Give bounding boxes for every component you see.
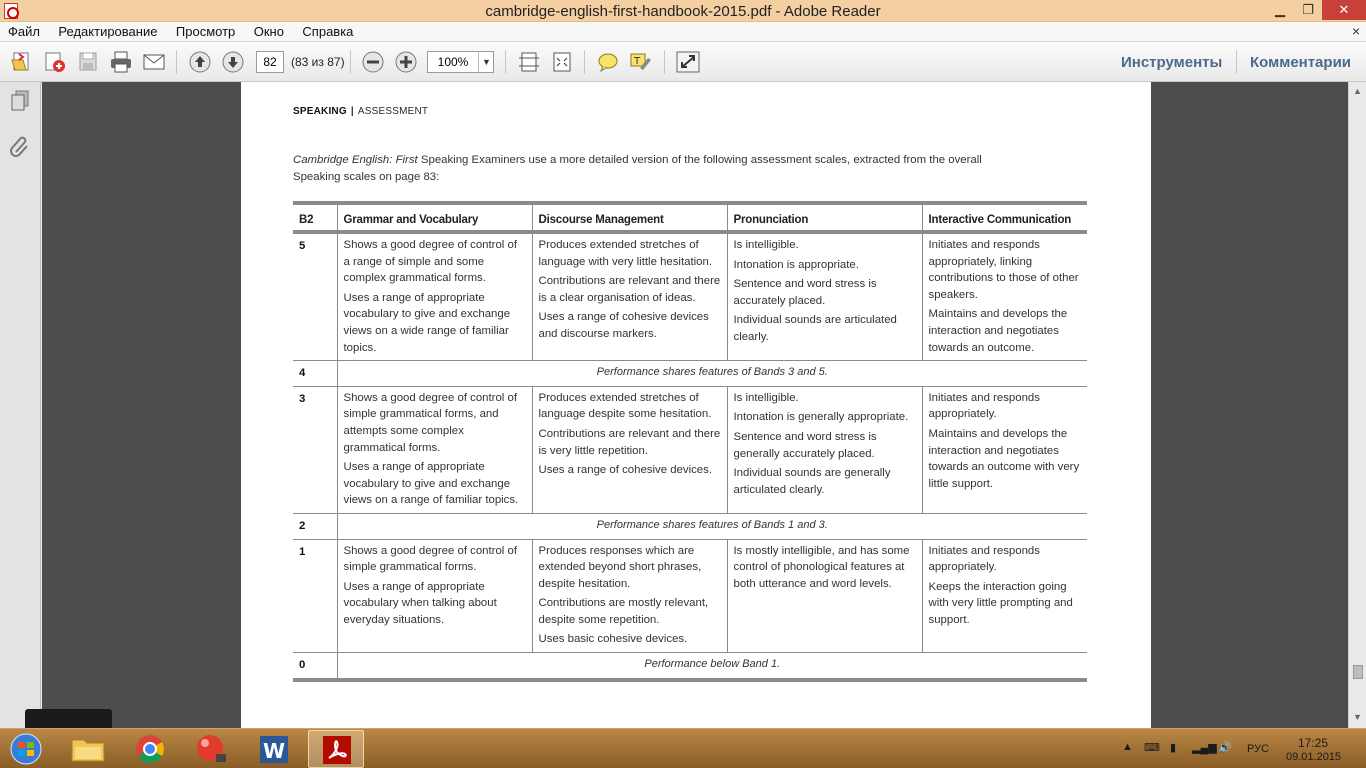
- descriptor: Produces responses which are extended beyond short phrases, despite hesitation.: [538, 544, 702, 590]
- title-bar: [0, 0, 1366, 22]
- create-pdf-button[interactable]: [42, 50, 68, 74]
- plus-icon: [393, 50, 419, 74]
- toolbar: [0, 42, 1366, 82]
- descriptor: Contributions are mostly relevant, despite some repetition.: [538, 597, 709, 626]
- print-button[interactable]: [108, 50, 134, 74]
- band-number: 0: [293, 653, 337, 680]
- print-icon: [108, 50, 134, 74]
- shared-features-note: Performance below Band 1.: [337, 653, 1087, 680]
- comments-panel-button[interactable]: Комментарии: [1250, 54, 1352, 71]
- descriptor: Individual sounds are generally articulated clearly.: [733, 467, 891, 496]
- document-viewport[interactable]: [42, 82, 1348, 728]
- highlighter-icon: [628, 50, 654, 74]
- shared-features-note: Performance shares features of Bands 3 and 5.: [337, 361, 1087, 387]
- zoom-out-button[interactable]: [360, 50, 386, 74]
- grammar-vocab-cell: [337, 232, 532, 361]
- keyboard-icon[interactable]: ⌨: [1144, 742, 1160, 754]
- assessment-table: [293, 201, 1087, 682]
- svg-text:T: T: [634, 56, 641, 67]
- acrobat-icon: [309, 731, 365, 768]
- sticky-note-button[interactable]: [595, 50, 621, 74]
- page-number-input[interactable]: 82: [256, 51, 284, 73]
- column-header: Pronunciation: [727, 203, 922, 232]
- clock-date[interactable]: 09.01.2015: [1286, 751, 1342, 763]
- band-number: 4: [293, 361, 337, 387]
- descriptor: Intonation is appropriate.: [733, 258, 859, 271]
- grammar-vocab-cell: [337, 539, 532, 653]
- menu-file[interactable]: Файл: [8, 24, 40, 39]
- column-header: Discourse Management: [532, 203, 727, 232]
- fit-page-icon: [516, 50, 542, 74]
- pdf-page: [241, 82, 1151, 728]
- start-button[interactable]: [6, 732, 46, 766]
- descriptor: Is intelligible.: [733, 391, 799, 404]
- descriptor: Maintains and develops the interaction and negotiates towards an outcome with very little support.: [928, 427, 1080, 490]
- descriptor: Sentence and word stress is generally accurately placed.: [733, 430, 877, 460]
- zoom-in-button[interactable]: [393, 50, 419, 74]
- table-row: [293, 386, 1087, 513]
- attachments-button[interactable]: [7, 132, 33, 158]
- band-number: 1: [293, 539, 337, 653]
- toolbar-separator: [350, 50, 351, 74]
- fit-page-button[interactable]: [516, 50, 542, 74]
- red-ball-icon: [184, 730, 240, 768]
- menu-view[interactable]: Просмотр: [175, 24, 236, 39]
- window-title: cambridge-english-first-handbook-2015.pdf - Adobe Reader: [485, 3, 881, 20]
- pronunciation-cell: [727, 539, 922, 653]
- word-icon: [246, 730, 302, 768]
- arrow-up-icon: [187, 50, 213, 74]
- descriptor: Keeps the interaction going with very little prompting and support.: [928, 580, 1073, 626]
- descriptor: Uses a range of appropriate vocabulary to give and exchange views on a wide range of familiar topics.: [343, 291, 511, 354]
- descriptor: Shows a good degree of control of simple grammatical forms, and attempts some complex grammatical forms.: [343, 391, 518, 454]
- intro-line2: Speaking scales on page 83:: [293, 171, 440, 183]
- taskbar-adobe-reader[interactable]: [308, 730, 364, 768]
- clock-time[interactable]: 17:25: [1298, 736, 1329, 750]
- create-pdf-icon: [42, 50, 68, 74]
- input-language[interactable]: РУС: [1247, 743, 1270, 755]
- band-number: 5: [293, 232, 337, 361]
- descriptor: Uses basic cohesive devices.: [538, 633, 688, 646]
- discourse-cell: [532, 232, 727, 361]
- descriptor: Uses a range of appropriate vocabulary when talking about everyday situations.: [343, 580, 497, 626]
- taskbar-preview-tab: [25, 709, 112, 728]
- table-row: [293, 513, 1087, 539]
- toolbar-separator: [1236, 50, 1237, 74]
- descriptor: Produces extended stretches of language despite some hesitation.: [538, 391, 712, 421]
- band-number: 3: [293, 386, 337, 513]
- grammar-vocab-cell: [337, 386, 532, 513]
- intro-paragraph: [293, 152, 1053, 186]
- toolbar-separator: [664, 50, 665, 74]
- taskbar-chrome[interactable]: [122, 730, 178, 768]
- fit-width-button[interactable]: [549, 50, 575, 74]
- page-header: [293, 106, 428, 117]
- vertical-scrollbar[interactable]: [1348, 82, 1366, 728]
- section-name: SPEAKING: [293, 106, 347, 117]
- comment-bubble-icon: [595, 50, 621, 74]
- descriptor: Initiates and responds appropriately.: [928, 391, 1040, 421]
- network-signal-icon[interactable]: ▂▄▆: [1192, 742, 1217, 754]
- interactive-cell: [922, 539, 1087, 653]
- volume-icon[interactable]: 🔊: [1218, 742, 1232, 754]
- folder-icon: [60, 730, 116, 768]
- descriptor: Maintains and develops the interaction and negotiates towards an outcome.: [928, 308, 1068, 354]
- taskbar-explorer[interactable]: [60, 730, 116, 768]
- descriptor: Individual sounds are articulated clearly.: [733, 314, 897, 343]
- shared-features-note: Performance shares features of Bands 1 and 3.: [337, 513, 1087, 539]
- close-document-button[interactable]: ×: [1352, 23, 1361, 39]
- column-header: B2: [293, 203, 337, 232]
- pronunciation-cell: [727, 232, 922, 361]
- descriptor: Initiates and responds appropriately, linking contributions to those of other speakers.: [928, 239, 1079, 301]
- table-row: [293, 653, 1087, 680]
- open-file-button[interactable]: [9, 50, 35, 74]
- menu-window[interactable]: Окно: [253, 24, 284, 39]
- menu-bar: [0, 22, 1366, 42]
- close-button[interactable]: ✕: [1322, 0, 1366, 20]
- email-button[interactable]: [141, 50, 167, 74]
- page-count: (83 из 87): [291, 55, 345, 69]
- full-screen-button[interactable]: [675, 50, 701, 74]
- discourse-cell: [532, 539, 727, 653]
- minimize-button[interactable]: ▁: [1275, 2, 1285, 17]
- previous-page-button[interactable]: [187, 50, 213, 74]
- highlight-button[interactable]: [628, 50, 654, 74]
- descriptor: Shows a good degree of control of a range of simple and some complex grammatical forms.: [343, 239, 518, 285]
- descriptor: Uses a range of cohesive devices.: [538, 464, 712, 477]
- descriptor: Sentence and word stress is accurately placed.: [733, 278, 877, 307]
- taskbar: [0, 728, 1366, 768]
- scroll-thumb[interactable]: [1353, 665, 1363, 679]
- interactive-cell: [922, 386, 1087, 513]
- zoom-select[interactable]: [427, 51, 494, 73]
- windows-logo-icon: [6, 732, 46, 766]
- descriptor: Is intelligible.: [733, 239, 799, 251]
- page-thumbnails-button[interactable]: [7, 88, 33, 114]
- toolbar-separator: [505, 50, 506, 74]
- menu-edit[interactable]: Редактирование: [58, 24, 158, 39]
- descriptor: Contributions are relevant and there is a clear organisation of ideas.: [538, 275, 721, 304]
- header-separator: |: [350, 106, 354, 117]
- paperclip-icon: [7, 132, 33, 158]
- zoom-value: 100%: [437, 55, 469, 69]
- battery-icon[interactable]: ▮: [1170, 742, 1177, 754]
- intro-line1: Speaking Examiners use a more detailed version of the following assessment scales, extracted from the overall: [417, 154, 982, 166]
- tools-panel-button[interactable]: Инструменты: [1121, 54, 1223, 71]
- descriptor: Contributions are relevant and there is very little repetition.: [538, 427, 721, 457]
- save-button[interactable]: [75, 50, 101, 74]
- taskbar-word[interactable]: [246, 730, 302, 768]
- pages-icon: [7, 88, 33, 114]
- toolbar-separator: [584, 50, 585, 74]
- interactive-cell: [922, 232, 1087, 361]
- column-header: Interactive Communication: [922, 203, 1087, 232]
- table-row: [293, 539, 1087, 653]
- expand-icon: [675, 50, 701, 74]
- taskbar-camera-app[interactable]: [184, 730, 240, 768]
- descriptor: Shows a good degree of control of simple grammatical forms.: [343, 544, 518, 574]
- column-header: Grammar and Vocabulary: [337, 203, 532, 232]
- chrome-icon: [122, 730, 178, 768]
- intro-italic: Cambridge English: First: [293, 154, 418, 166]
- envelope-icon: [141, 50, 167, 74]
- svg-text:W: W: [263, 739, 286, 763]
- show-hidden-icons-icon[interactable]: ▲: [1122, 741, 1133, 753]
- table-header-row: [293, 203, 1087, 232]
- open-folder-icon: [9, 50, 35, 74]
- navigation-panel: [0, 82, 41, 728]
- band-number: 2: [293, 513, 337, 539]
- menu-help[interactable]: Справка: [302, 24, 354, 39]
- section-subtitle: ASSESSMENT: [357, 106, 429, 117]
- maximize-button[interactable]: ❐: [1302, 2, 1314, 17]
- descriptor: Is mostly intelligible, and has some control of phonological features at both utterance and word levels.: [733, 544, 910, 590]
- arrow-down-icon: [220, 50, 246, 74]
- discourse-cell: [532, 386, 727, 513]
- minus-icon: [360, 50, 386, 74]
- table-row: [293, 361, 1087, 387]
- toolbar-separator: [176, 50, 177, 74]
- descriptor: Produces extended stretches of language with very little hesitation.: [538, 239, 712, 268]
- scroll-up-icon[interactable]: ▲: [1353, 86, 1362, 96]
- next-page-button[interactable]: [220, 50, 246, 74]
- fit-width-icon: [549, 50, 575, 74]
- scroll-down-icon[interactable]: ▼: [1353, 712, 1362, 722]
- descriptor: Initiates and responds appropriately.: [928, 544, 1040, 574]
- descriptor: Intonation is generally appropriate.: [733, 411, 909, 424]
- descriptor: Uses a range of cohesive devices and discourse markers.: [538, 311, 709, 340]
- chevron-down-icon[interactable]: ▼: [478, 52, 494, 72]
- descriptor: Uses a range of appropriate vocabulary to give and exchange views on a range of familiar topics.: [343, 461, 519, 507]
- pronunciation-cell: [727, 386, 922, 513]
- table-row: [293, 232, 1087, 361]
- save-icon: [75, 50, 101, 74]
